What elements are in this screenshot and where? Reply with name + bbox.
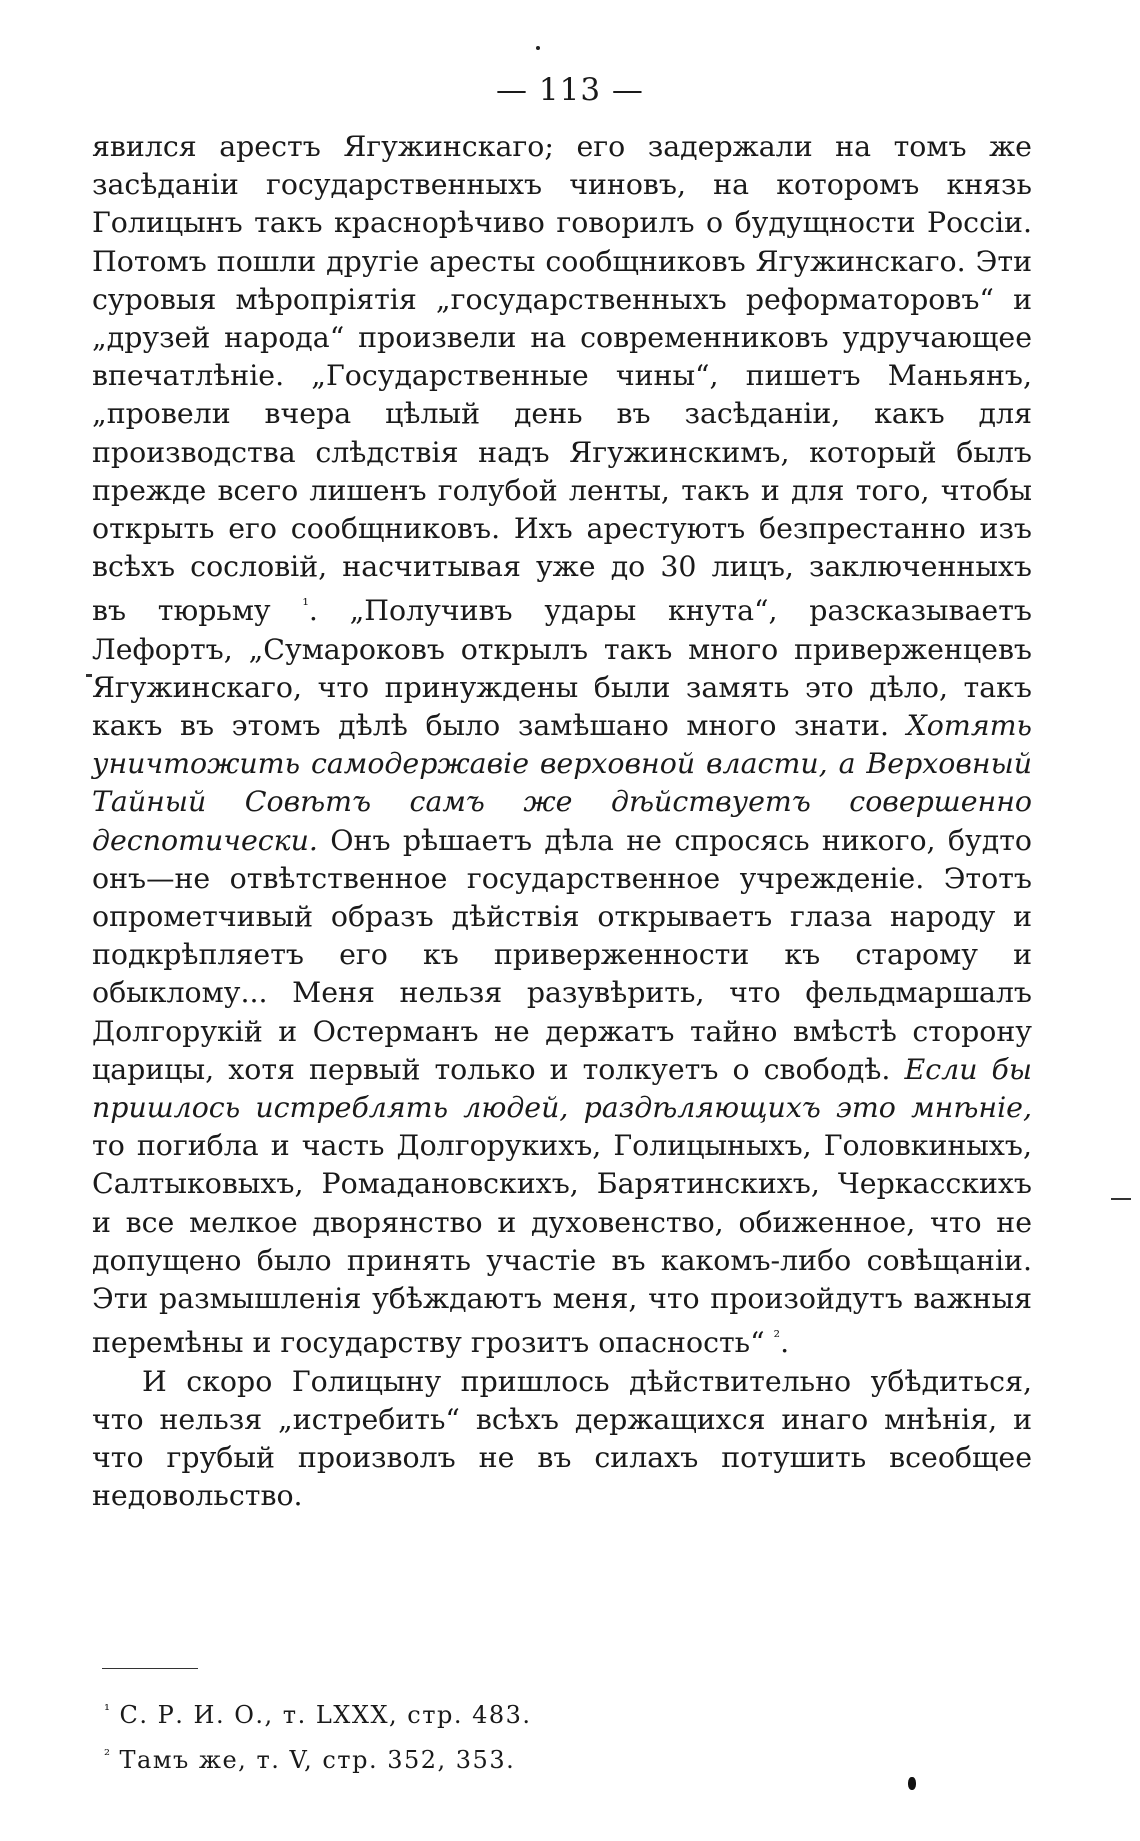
text-run: . „Получивъ удары кнута“, разсказываетъ Лефортъ, „Сумароковъ открылъ такъ много приверженцевъ Ягужинскаго, что принуждены были замять это дѣло, такъ какъ въ этомъ дѣлѣ было замѣшано много знати. [92,594,1032,743]
footnote-mark: ² [104,1746,112,1764]
page-number: — 113 — [496,72,644,108]
text-run: Онъ рѣшаетъ дѣла не спросясь никого, будто онъ—не отвѣтственное государственное учрежденiе. Этотъ опрометчивый образъ дѣйствiя открываетъ глаза народу и подкрѣпляетъ его къ приверженности къ старому и обыклому... Меня нельзя разувѣрить, что фельдмаршалъ Долгорукiй и Остерманъ не держатъ тайно вмѣстѣ сторону царицы, хотя первый только и толкуетъ о свободѣ. [92,823,1032,1086]
paragraph [92,1363,1032,1516]
print-speck [536,46,540,50]
footnote-text: С. Р. И. О., т. LXXX, стр. 483. [119,1701,532,1729]
text-run: И скоро Голицыну пришлось дѣйствительно убѣдиться, что нельзя „истребить“ всѣхъ держащихся инаго мнѣнiя, и что грубый произволъ не въ силахъ потушить всеобщее недовольство. [92,1364,1032,1513]
footnote [104,1690,804,1735]
italic-emphasis: Хотять уничтожить самодержавiе верховной власти, а Верховный Тайный Совѣтъ самъ же дѣйствуетъ совершенно деспотически. [92,709,1032,857]
footnotes [104,1690,804,1780]
text-run: явился арестъ Ягужинскаго; его задержали на томъ же засѣданiи государственныхъ чиновъ, на которомъ князь Голицынъ такъ краснорѣчиво говорилъ о будущности Россiи. Потомъ пошли другiе аресты сообщниковъ Ягужинскаго. Эти суровыя мѣропрiятiя „государственныхъ реформаторовъ“ и „друзей народа“ произвели на современниковъ удручающее впечатлѣнiе. „Государственные чины“, пишетъ Маньянъ, „провели вчера цѣлый день въ засѣданiи, какъ для производства слѣдствiя надъ Ягужинскимъ, который былъ прежде всего лишенъ голубой ленты, такъ и для того, чтобы открыть его сообщниковъ. Ихъ арестуютъ безпрестанно изъ всѣхъ сословiй, насчитывая уже до 30 лицъ, заключенныхъ въ тюрьму [92,130,1032,628]
footnote-reference: ¹ [302,595,309,615]
paragraph [92,128,1032,1363]
text-run: . [780,1326,790,1360]
text-run: то погибла и часть Долгорукихъ, Голицыныхъ, Головкиныхъ, Салтыковыхъ, Ромадановскихъ, Барятинскихъ, Черкасскихъ и все мелкое дворянство и духовенство, обиженное, что не допущено было принять участiе въ какомъ-либо совѣщанiи. Эти размышленiя убѣждаютъ меня, что произойдутъ важныя перемѣны и государству грозитъ опасность“ [92,1129,1032,1360]
ink-blot [908,1777,916,1790]
footnote-reference: ² [773,1327,781,1347]
footnote [104,1735,804,1780]
margin-dash-mark [1111,1198,1131,1200]
footnote-mark: ¹ [104,1701,112,1719]
main-text [92,128,1032,1515]
margin-tick-mark [86,674,92,677]
italic-emphasis: Если бы пришлось истреблять людей, раздѣляющихъ это мнѣнiе, [92,1052,1032,1125]
footnote-text: Тамъ же, т. V, стр. 352, 353. [119,1746,516,1774]
footnote-separator [102,1668,198,1669]
